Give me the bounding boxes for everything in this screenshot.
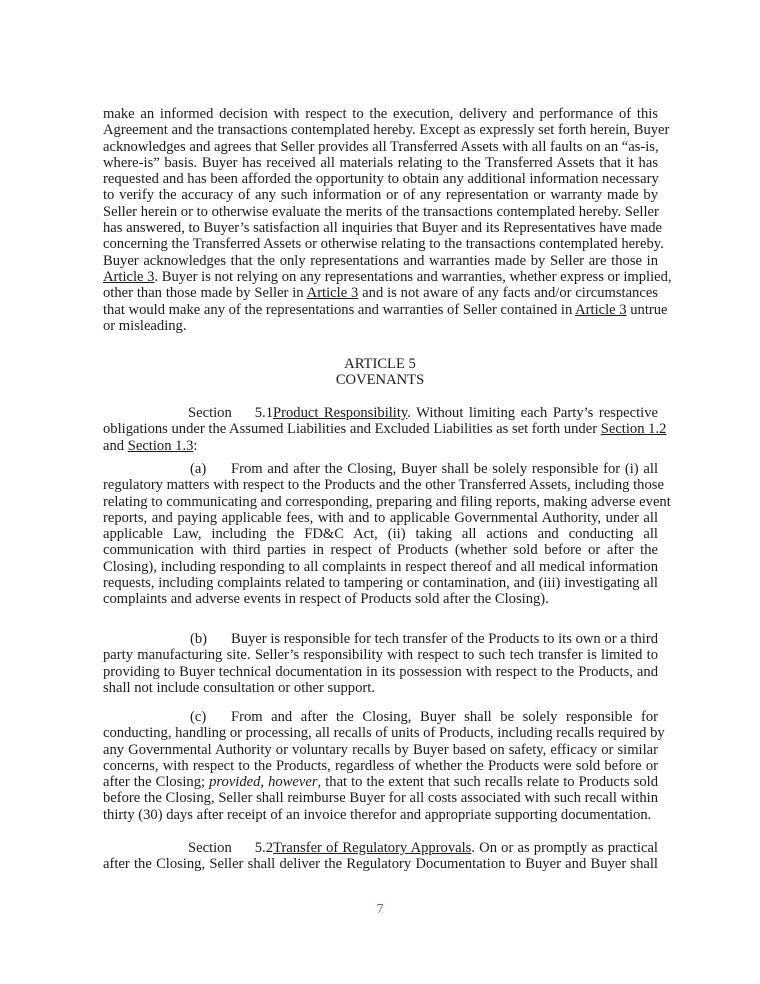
text-segment: after the Closing, Seller shall deliver the Regulatory Documentation to Buyer and Buyer shall: [103, 856, 658, 873]
text-line: [103, 421, 667, 438]
text-line: [103, 236, 664, 253]
text-segment: :: [193, 437, 198, 454]
text-line: [103, 268, 672, 285]
text-segment: applicable Law, including the FD&C Act, (ii) taking all actions and conducting all: [103, 526, 658, 543]
text-segment: . On or as promptly as practical: [471, 840, 658, 856]
text-segment: after the Closing;: [103, 774, 210, 791]
text-line: [103, 559, 658, 575]
text-segment: . Without limiting each Party’s respective: [407, 405, 658, 421]
text-segment: and: [103, 437, 128, 454]
article-title: COVENANTS: [335, 372, 425, 388]
text-segment: any Governmental Authority or voluntary recalls by Buyer based on safety, efficacy or similar: [103, 741, 658, 758]
cross-reference: Transfer of Regulatory Approvals: [273, 840, 472, 856]
text-segment: From and after the Closing, Buyer shall be solely responsible for: [231, 709, 658, 725]
text-line: [103, 461, 658, 477]
text-segment: requested and has been afforded the opportunity to obtain any additional information necessary: [103, 171, 659, 188]
text-segment: complaints and adverse events in respect of Products sold after the Closing).: [103, 591, 549, 608]
text-segment: to verify the accuracy of any such information or of any representation or warranty made by: [103, 187, 658, 204]
text-segment: or misleading.: [103, 317, 187, 334]
text-line: [103, 106, 658, 122]
text-line: [103, 647, 658, 663]
text-segment: requests, including complaints related to tampering or contamination, and (iii) investigating all: [103, 575, 658, 592]
paragraph-intro: [103, 106, 672, 334]
text-segment: . Buyer is not relying on any representations and warranties, whether express or implied,: [154, 268, 672, 285]
text-segment: regulatory matters with respect to the Products and the other Transferred Assets, including those: [103, 477, 664, 494]
text-segment: shall not include consultation or other support.: [103, 679, 375, 696]
section-number: Section 5.1: [188, 405, 273, 421]
text-line: [103, 493, 671, 510]
text-segment: make an informed decision with respect to the execution, delivery and performance of this: [103, 106, 658, 122]
text-line: [103, 220, 663, 237]
text-line: [103, 856, 658, 872]
cross-reference: Article 3: [575, 301, 627, 318]
text-line: [103, 204, 658, 220]
text-line: [103, 542, 658, 558]
text-line: [103, 575, 658, 591]
clause-c: [103, 709, 665, 823]
text-line: [103, 709, 658, 725]
emphasis-text: provided, however: [209, 774, 318, 791]
text-segment: Buyer acknowledges that the only representations and warranties made by Seller are those in: [103, 252, 658, 269]
text-segment: Closing), including responding to all complaints in respect thereof and all medical information: [103, 558, 658, 575]
text-segment: Seller herein or to otherwise evaluate the merits of the transactions contemplated hereby. Seller: [103, 203, 659, 220]
text-segment: Agreement and the transactions contemplated hereby. Except as expressly set forth herein, Buyer: [103, 122, 670, 139]
text-line: [103, 438, 658, 454]
text-line: [103, 631, 658, 647]
text-segment: conducting, handling or processing, all recalls of units of Products, including recalls required by: [103, 725, 665, 742]
text-line: [103, 318, 658, 334]
text-segment: other than those made by Seller in: [103, 285, 307, 302]
clause-label: (a): [190, 461, 207, 477]
text-line: [103, 840, 658, 856]
text-line: [103, 139, 658, 155]
text-segment: , that to the extent that such recalls relate to Products sold: [317, 774, 658, 791]
text-segment: relating to communicating and corresponding, preparing and filing reports, making adverse event: [103, 493, 671, 510]
text-segment: party manufacturing site. Seller’s responsibility with respect to such tech transfer is limited to: [103, 647, 658, 664]
section-5-2: [103, 840, 658, 873]
text-line: [103, 758, 658, 774]
text-line: [103, 790, 658, 806]
text-line: [103, 477, 664, 494]
cross-reference: Section 1.3: [127, 437, 194, 454]
clause-a: [103, 461, 671, 608]
text-line: [103, 807, 658, 823]
text-segment: untrue: [626, 301, 668, 318]
text-line: [103, 526, 658, 542]
text-line: [103, 301, 668, 318]
text-line: [103, 591, 658, 607]
section-number: Section 5.2: [188, 840, 273, 856]
text-segment: concerning the Transferred Assets or otherwise relating to the transactions contemplated hereby.: [103, 236, 664, 253]
cross-reference: Product Responsibility: [273, 405, 408, 421]
text-line: [103, 285, 658, 301]
text-segment: and is not aware of any facts and/or circumstances: [358, 285, 658, 302]
clause-label: (c): [190, 709, 207, 725]
text-segment: acknowledges and agrees that Seller provides all Transferred Assets with all faults on an “as-is,: [103, 138, 659, 155]
text-segment: providing to Buyer technical documentation in its possession with respect to the Products, and: [103, 663, 658, 680]
text-line: [103, 664, 658, 680]
text-segment: Buyer is responsible for tech transfer of the Products to its own or a third: [231, 631, 658, 647]
text-segment: reports, and paying applicable fees, with and to applicable Governmental Authority, under all: [103, 509, 658, 526]
text-segment: From and after the Closing, Buyer shall be solely responsible for (i) all: [231, 461, 658, 477]
text-segment: concerns, with respect to the Products, regardless of whether the Products were sold before or: [103, 757, 658, 774]
text-line: [103, 680, 658, 696]
text-segment: that would make any of the representations and warranties of Seller contained in: [103, 301, 576, 318]
article-number: ARTICLE 5: [344, 356, 416, 372]
text-line: [103, 171, 658, 187]
text-segment: where-is” basis. Buyer has received all materials relating to the Transferred Assets that it has: [103, 154, 658, 171]
text-segment: communication with third parties in respect of Products (whether sold before or after the: [103, 542, 658, 559]
text-line: [103, 155, 658, 171]
text-segment: has answered, to Buyer’s satisfaction all inquiries that Buyer and its Representatives have made: [103, 220, 663, 237]
text-line: [103, 405, 658, 421]
clause-b: [103, 631, 658, 696]
text-line: [103, 187, 658, 203]
section-5-1: [103, 405, 667, 454]
text-segment: thirty (30) days after receipt of an invoice therefor and appropriate supporting documentation.: [103, 806, 652, 823]
text-line: [103, 510, 658, 526]
clause-label: (b): [190, 631, 208, 647]
page-number: 7: [376, 902, 384, 917]
cross-reference: Article 3: [103, 268, 155, 285]
text-segment: before the Closing, Seller shall reimburse Buyer for all costs associated with such recall within: [103, 790, 658, 807]
text-line: [103, 253, 658, 269]
text-line: [103, 774, 658, 790]
article-heading: [0, 356, 760, 388]
cross-reference: Section 1.2: [600, 421, 667, 438]
text-line: [103, 122, 670, 139]
text-segment: obligations under the Assumed Liabilities and Excluded Liabilities as set forth under: [103, 421, 601, 438]
text-line: [103, 725, 665, 742]
cross-reference: Article 3: [306, 285, 359, 302]
text-line: [103, 742, 658, 758]
